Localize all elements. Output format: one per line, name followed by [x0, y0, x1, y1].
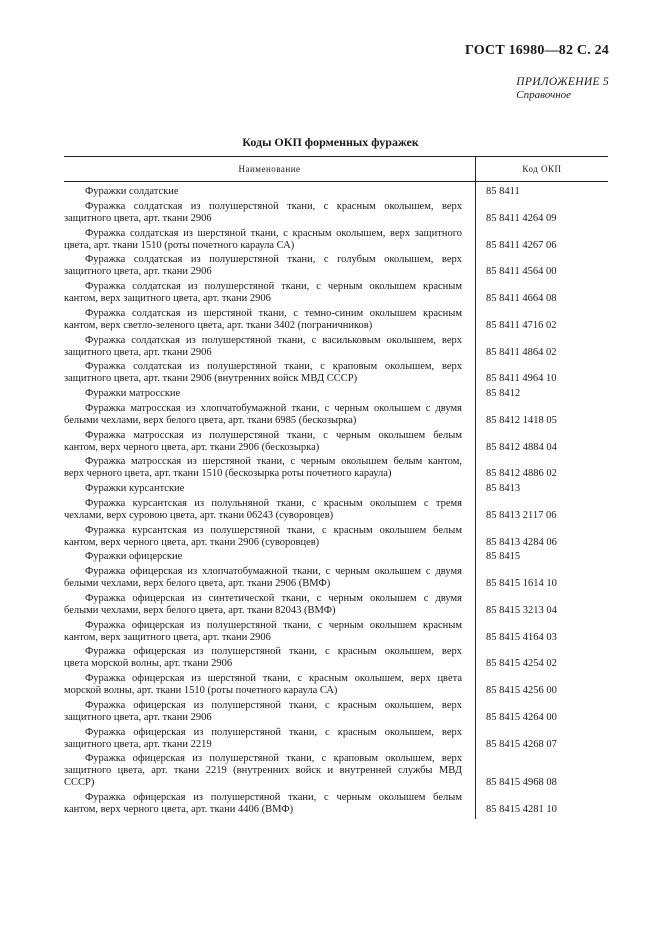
row-okp-code: 85 8412 4884 04 — [486, 441, 557, 453]
row-name-line: Фуражка офицерская из синтетической ткани, с черным околышем с двумя — [85, 592, 462, 604]
table-rows — [64, 182, 608, 819]
row-name-line: кантом, верх черного цвета, арт. ткани 4406 (ВМФ) — [64, 804, 294, 815]
row-name-line: Фуражки матросские — [85, 388, 181, 399]
appendix-number: ПРИЛОЖЕНИЕ 5 — [516, 76, 609, 88]
row-name — [64, 403, 462, 427]
row-name-line: кантом, верх защитного цвета, арт. ткани 2906 — [64, 631, 271, 643]
table-row — [64, 551, 608, 563]
table-header — [64, 156, 608, 182]
row-okp-code: 85 8415 4254 02 — [486, 658, 557, 670]
row-name-line: белыми чехлами, верх белого цвета, арт. ткани 82043 (ВМФ) — [64, 604, 336, 616]
row-name — [64, 361, 462, 385]
table-row — [64, 753, 608, 789]
row-name — [64, 388, 462, 400]
table-row — [64, 228, 608, 252]
row-name — [64, 201, 462, 225]
row-name-line: кантом, верх светло-зеленого цвета, арт. ткани 3402 (пограничников) — [64, 319, 373, 331]
row-okp-code: 85 8415 1614 10 — [486, 578, 557, 589]
row-name-line: защитного цвета, арт. ткани 2219 (внутренних войск и внутренней службы МВД — [64, 765, 462, 777]
table-row — [64, 525, 608, 549]
row-okp-code: 85 8411 4964 10 — [486, 373, 557, 385]
row-okp-code: 85 8412 1418 05 — [486, 414, 557, 426]
column-header-code: Код ОКП — [522, 164, 562, 174]
table-row — [64, 456, 608, 480]
row-name-line: Фуражка офицерская из шерстяной ткани, с красным околышем, верх цвета — [85, 673, 462, 684]
table-row — [64, 593, 608, 617]
row-name-line: Фуражка офицерская из полушерстяной ткани, с красным околышем, верх — [85, 699, 462, 711]
row-name-line: Фуражка солдатская из полушерстяной ткани, с васильковым околышем, верх — [85, 334, 462, 346]
row-name-line: Фуражка курсантская из полушерстяной ткани, с красным околышем белым — [85, 524, 462, 536]
row-name — [64, 525, 462, 549]
page-header: ГОСТ 16980—82 С. 24 — [465, 43, 609, 58]
row-name-line: защитного цвета, арт. ткани 2906 — [64, 266, 212, 278]
row-name-line: Фуражка солдатская из полушерстяной ткани, с голубым околышем, верх — [85, 254, 462, 266]
table-row — [64, 700, 608, 724]
appendix-label — [516, 76, 609, 102]
row-name — [64, 308, 462, 332]
row-name — [64, 483, 462, 495]
row-name-line: Фуражка солдатская из шерстяной ткани, с красным околышем, верх защитного — [85, 227, 462, 239]
row-name — [64, 620, 462, 644]
row-name-line: Фуражка офицерская из полушерстяной ткани, с красным околышем, верх — [85, 646, 462, 658]
table-row — [64, 646, 608, 670]
row-name-line: морской волны, арт. ткани 1510 (роты почетного караула СА) — [64, 685, 338, 696]
row-name — [64, 281, 462, 305]
table-row — [64, 361, 608, 385]
row-name-line: Фуражка офицерская из полушерстяной ткани, с черным околышем красным — [85, 619, 462, 631]
row-okp-code: 85 8415 3213 04 — [486, 604, 557, 616]
row-name — [64, 673, 462, 697]
table-row — [64, 430, 608, 454]
row-name-line: Фуражка офицерская из полушерстяной ткани, с краповым околышем, верх — [85, 753, 462, 765]
row-okp-code: 85 8411 4716 02 — [486, 319, 557, 331]
row-okp-code: 85 8415 4264 00 — [486, 711, 557, 723]
row-name-line: защитного цвета, арт. ткани 2906 (внутренних войск МВД СССР) — [64, 373, 358, 385]
row-name-line: Фуражки курсантские — [85, 483, 185, 494]
row-okp-code: 85 8412 — [486, 388, 521, 399]
row-name-line: кантом, верх черного цвета, арт. ткани 2906 (суворовцев) — [64, 536, 320, 548]
row-name — [64, 430, 462, 454]
row-name — [64, 551, 462, 563]
row-name-line: Фуражка курсантская из полульняной ткани, с красным околышем с тремя — [85, 497, 462, 509]
row-okp-code: 85 8413 4284 06 — [486, 536, 557, 548]
table-row — [64, 620, 608, 644]
table-body — [64, 182, 608, 819]
row-name-line: Фуражка офицерская из хлопчатобумажной ткани, с черным околышем с двумя — [85, 566, 462, 577]
row-okp-code: 85 8415 4164 03 — [486, 631, 557, 643]
table-row — [64, 388, 608, 400]
row-name — [64, 646, 462, 670]
row-name-line: белыми чехлами, верх белого цвета, арт. ткани 2906 (ВМФ) — [64, 578, 331, 589]
row-name-line: Фуражки солдатские — [85, 186, 179, 197]
table-row — [64, 498, 608, 522]
row-name-line: белыми чехлами, верх белого цвета, арт. ткани 6985 (бескозырка) — [64, 414, 357, 426]
table-row — [64, 566, 608, 590]
row-name — [64, 498, 462, 522]
row-name — [64, 727, 462, 751]
table-row — [64, 792, 608, 816]
row-okp-code: 85 8412 4886 02 — [486, 468, 557, 480]
row-name-line: Фуражки офицерские — [85, 551, 183, 563]
table-row — [64, 254, 608, 278]
table-row — [64, 727, 608, 751]
row-name — [64, 593, 462, 617]
table-title: Коды ОКП форменных фуражек — [242, 135, 419, 149]
table-row — [64, 673, 608, 697]
table-row — [64, 281, 608, 305]
row-okp-code: 85 8413 — [486, 483, 521, 494]
row-okp-code: 85 8411 — [486, 186, 520, 197]
table-row — [64, 186, 608, 198]
row-name — [64, 792, 462, 816]
row-name-line: защитного цвета, арт. ткани 2906 — [64, 212, 212, 224]
table-row — [64, 308, 608, 332]
row-okp-code: 85 8411 4864 02 — [486, 346, 557, 358]
row-name — [64, 753, 462, 789]
row-name-line: Фуражка солдатская из шерстяной ткани, с темно-синим околышем красным — [85, 307, 462, 319]
row-name-line: защитного цвета, арт. ткани 2906 — [64, 346, 212, 358]
row-okp-code: 85 8411 4664 08 — [486, 293, 557, 304]
row-name-line: цвета морской волны, арт. ткани 2906 — [64, 658, 233, 670]
row-okp-code: 85 8411 4264 09 — [486, 212, 557, 224]
row-name — [64, 566, 462, 590]
row-okp-code: 85 8411 4267 06 — [486, 239, 557, 251]
row-name-line: Фуражка солдатская из полушерстяной ткани, с черным околышем красным — [85, 281, 462, 292]
table-row — [64, 403, 608, 427]
row-name — [64, 456, 462, 480]
row-name-line: верх черного цвета, арт. ткани 1510 (бескозырка роты почетного караула) — [64, 468, 392, 480]
row-name — [64, 335, 462, 359]
row-name-line: защитного цвета, арт. ткани 2219 — [64, 738, 212, 750]
row-okp-code: 85 8415 — [486, 551, 521, 563]
row-name-line: Фуражка матросская из полушерстяной ткани, с черным околышем белым — [85, 429, 462, 441]
row-okp-code: 85 8411 4564 00 — [486, 266, 557, 278]
row-name-line: Фуражка офицерская из полушерстяной ткани, с красным околышем, верх — [85, 726, 462, 738]
row-name-line: Фуражка солдатская из полушерстяной ткани, с красным околышем, верх — [85, 200, 462, 212]
row-name-line: кантом, верх защитного цвета, арт. ткани 2906 — [64, 293, 271, 304]
row-okp-code: 85 8413 2117 06 — [486, 509, 557, 521]
row-okp-code: 85 8415 4268 07 — [486, 738, 557, 750]
table-row — [64, 483, 608, 495]
okp-codes-table — [64, 156, 608, 819]
row-okp-code: 85 8415 4256 00 — [486, 685, 557, 696]
row-name — [64, 186, 462, 198]
row-name-line: Фуражка солдатская из полушерстяной ткани, с краповым околышем, верх — [85, 361, 462, 373]
row-okp-code: 85 8415 4968 08 — [486, 777, 557, 789]
row-name-line: Фуражка матросская из хлопчатобумажной ткани, с черным околышем с двумя — [85, 402, 462, 414]
row-name-line: защитного цвета, арт. ткани 2906 — [64, 711, 212, 723]
row-okp-code: 85 8415 4281 10 — [486, 804, 557, 815]
row-name-line: Фуражка офицерская из полушерстяной ткани, с черным околышем белым — [85, 792, 462, 803]
row-name — [64, 254, 462, 278]
row-name — [64, 228, 462, 252]
row-name-line: Фуражка матросская из шерстяной ткани, с черным околышем белым кантом, — [85, 456, 462, 468]
column-header-name: Наименование — [64, 157, 476, 181]
row-name-line: кантом, верх черного цвета, арт. ткани 2906 (бескозырка) — [64, 441, 320, 453]
appendix-note: Справочное — [516, 89, 572, 101]
row-name-line: чехлами, верх суровою цвета, арт. ткани 06243 (суворовцев) — [64, 509, 334, 521]
table-row — [64, 201, 608, 225]
table-row — [64, 335, 608, 359]
row-name-line: цвета, арт. ткани 1510 (роты почетного караула СА) — [64, 239, 295, 251]
row-name — [64, 700, 462, 724]
row-name-line: СССР) — [64, 777, 95, 789]
